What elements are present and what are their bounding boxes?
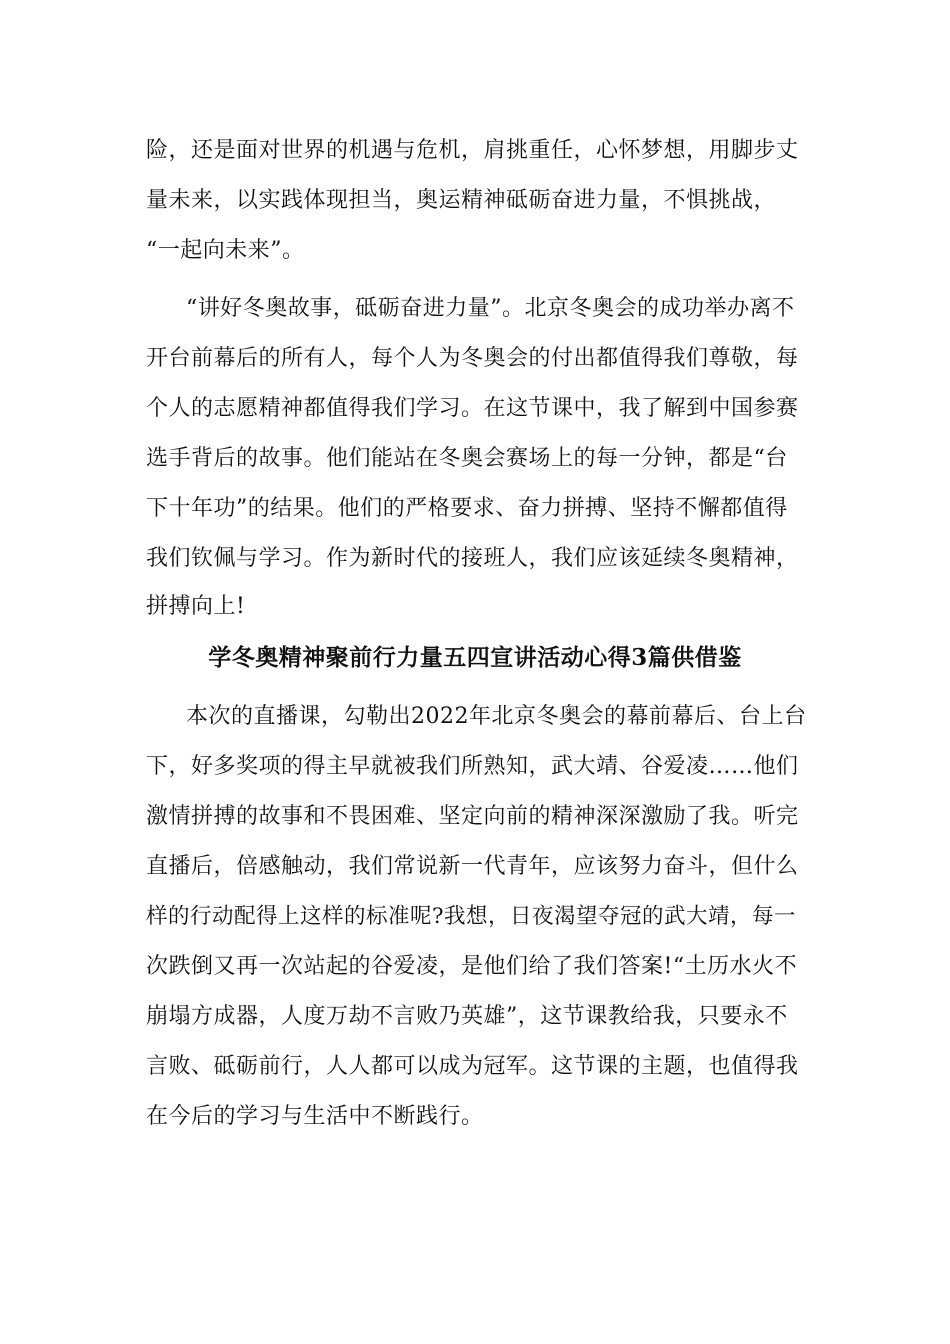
text-line: 崩塌方成器，人度万劫不言败乃英雄”，这节课教给我，只要永不 <box>146 1004 788 1029</box>
text-line: 样的行动配得上这样的标准呢?我想，日夜渴望夺冠的武大靖，每一 <box>146 904 797 929</box>
text-line: 次跌倒又再一次站起的谷爱凌，是他们给了我们答案!“土历水火不 <box>146 954 798 979</box>
text-line: 下十年功”的结果。他们的严格要求、奋力拼搏、坚持不懈都值得 <box>146 496 788 521</box>
text-line: 在今后的学习与生活中不断践行。 <box>146 1104 484 1129</box>
text-line: 本次的直播课，勾勒出2022年北京冬奥会的幕前幕后、台上台 <box>186 704 807 729</box>
text-line: 选手背后的故事。他们能站在冬奥会赛场上的每一分钟，都是“台 <box>146 446 788 471</box>
text-line: 言败、砥砺前行，人人都可以成为冠军。这节课的主题，也值得我 <box>146 1054 799 1079</box>
text-line: 直播后，倍感触动，我们常说新一代青年，应该努力奋斗，但什么 <box>146 854 799 879</box>
text-line: 险，还是面对世界的机遇与危机，肩挑重任，心怀梦想，用脚步丈 <box>146 138 799 163</box>
text-line: “一起向未来”。 <box>146 238 305 263</box>
text-line: 下，好多奖项的得主早就被我们所熟知，武大靖、谷爱凌……他们 <box>146 754 799 779</box>
section-title: 学冬奥精神聚前行力量五四宣讲活动心得3篇供借鉴 <box>208 644 742 671</box>
text-line: 个人的志愿精神都值得我们学习。在这节课中，我了解到中国参赛 <box>146 396 799 421</box>
text-line: 拼搏向上! <box>146 594 246 619</box>
text-line: 开台前幕后的所有人，每个人为冬奥会的付出都值得我们尊敬，每 <box>146 346 799 371</box>
text-line: “讲好冬奥故事，砥砺奋进力量”。北京冬奥会的成功举办离不 <box>186 296 795 321</box>
text-line: 激情拼搏的故事和不畏困难、坚定向前的精神深深激励了我。听完 <box>146 804 799 829</box>
text-line: 我们钦佩与学习。作为新时代的接班人，我们应该延续冬奥精神， <box>146 546 799 571</box>
text-line: 量未来，以实践体现担当，奥运精神砥砺奋进力量，不惧挑战， <box>146 188 777 213</box>
